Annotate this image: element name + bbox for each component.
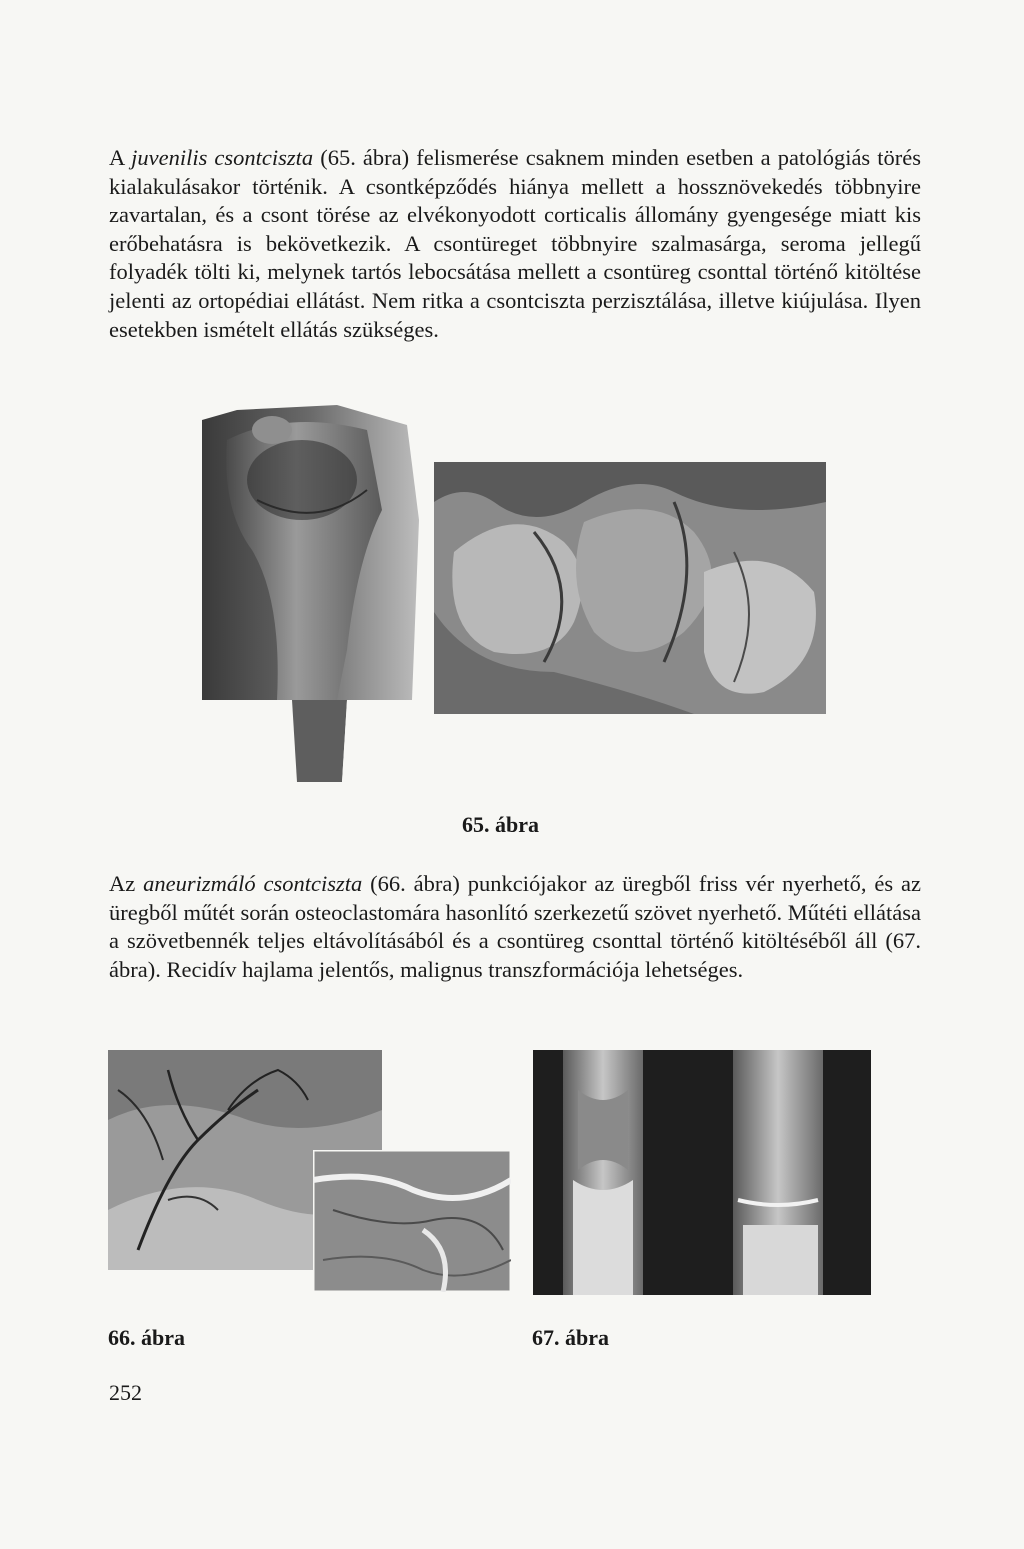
figure-65-caption: 65. ábra	[462, 812, 539, 837]
paragraph-body: (66. ábra) punkciójakor az üregből friss vér nyerhető, és az üregből műtét során osteoclastomára hasonlító szerkezetű szövet nyerhető. Műtéti ellátása a szövetbennék teljes eltávolításából és a csontüreg csonttal történő kitöltéséből áll (67. ábra). Recidív hajlama jelentős, malignus transzformációja lehetséges.	[109, 871, 921, 982]
figure-65-histology	[434, 462, 826, 714]
figure-65-xray	[197, 400, 423, 782]
figure-67-xray	[533, 1050, 871, 1295]
paragraph-lead: Az	[109, 871, 144, 896]
paragraph-aneurysmal-bone-cyst	[109, 870, 921, 984]
italic-term: juvenilis csontciszta	[131, 145, 314, 170]
figure-66-histology-inset	[313, 1150, 511, 1292]
italic-term: aneurizmáló csontciszta	[143, 871, 363, 896]
page-number: 252	[109, 1380, 142, 1405]
figure-67-caption: 67. ábra	[532, 1325, 609, 1350]
paragraph-lead: A	[109, 145, 132, 170]
figure-66-caption: 66. ábra	[108, 1325, 185, 1350]
paragraph-body: (65. ábra) felismerése csaknem minden esetben a patológiás törés kialakulásakor történik. A csontképződés hiánya mellett a hossznövekedés többnyire zavartalan, és a csont törése az elvékonyodott corticalis állomány gyengesége miatt kis erőbehatásra is bekövetkezik. A csontüreget többnyire szalmasárga, seroma jellegű folyadék tölti ki, melynek tartós lebocsátása mellett a csontüreg csonttal történő kitöltése jelenti az ortopédiai ellátást. Nem ritka a csontciszta perzisztálása, illetve kiújulása. Ilyen esetekben ismételt ellátás szükséges.	[109, 145, 921, 342]
paragraph-juvenile-bone-cyst	[109, 144, 921, 344]
